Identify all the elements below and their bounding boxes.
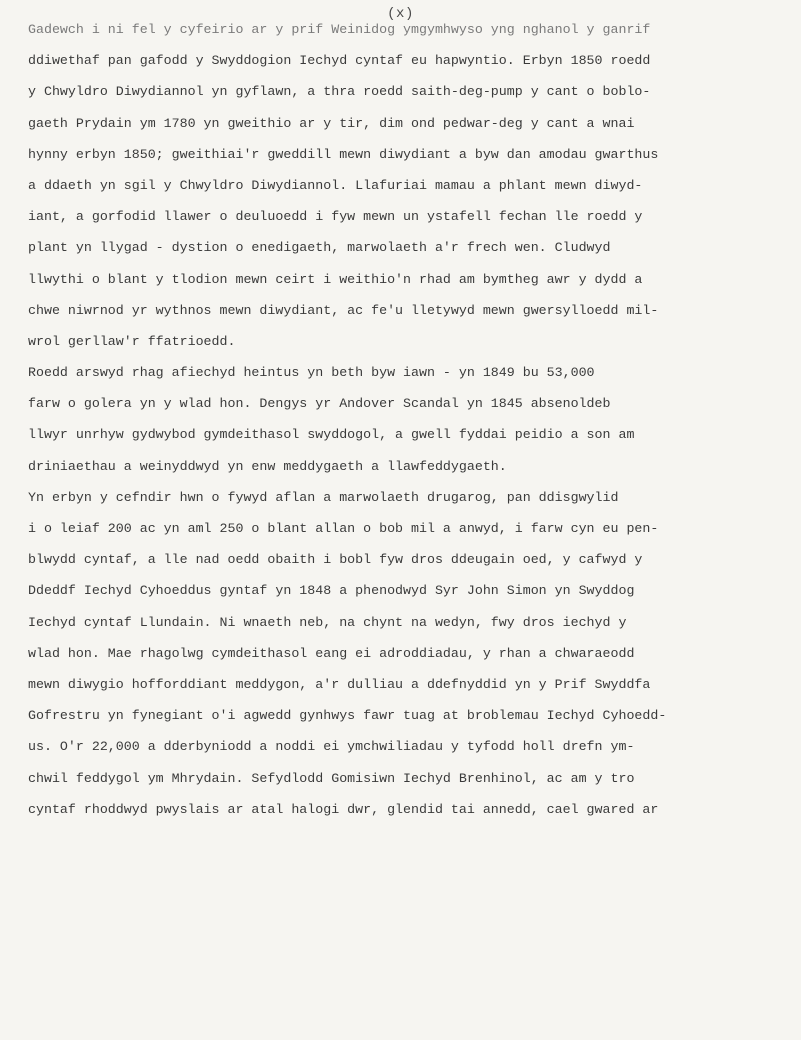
text-line: cyntaf rhoddwyd pwyslais ar atal halogi dwr, glendid tai annedd, cael gwared ar [28,801,659,817]
body-text [28,14,788,825]
text-line: driniaethau a weinyddwyd yn enw meddygaeth a llawfeddygaeth. [28,458,507,474]
text-line: Ddeddf Iechyd Cyhoeddus gyntaf yn 1848 a phenodwyd Syr John Simon yn Swyddog [28,583,635,599]
text-line: mewn diwygio hofforddiant meddygon, a'r dulliau a ddefnyddid yn y Prif Swyddfa [28,676,651,692]
text-line: plant yn llygad - dystion o enedigaeth, marwolaeth a'r frech wen. Cludwyd [28,240,611,256]
text-line: wrol gerllaw'r ffatrioedd. [28,333,236,349]
text-line: chwe niwrnod yr wythnos mewn diwydiant, ac fe'u lletywyd mewn gwersylloedd mil- [28,302,659,318]
text-line: iant, a gorfodid llawer o deuluoedd i fyw mewn un ystafell fechan lle roedd y [28,209,643,225]
text-line: llwyr unrhyw gydwybod gymdeithasol swyddogol, a gwell fyddai peidio a son am [28,427,635,443]
text-line: blwydd cyntaf, a lle nad oedd obaith i bobl fyw dros ddeugain oed, y cafwyd y [28,552,643,568]
text-line: gaeth Prydain ym 1780 yn gweithio ar y tir, dim ond pedwar-deg y cant a wnai [28,115,635,131]
text-line: a ddaeth yn sgil y Chwyldro Diwydiannol. Llafuriai mamau a phlant mewn diwyd- [28,177,643,193]
text-line: wlad hon. Mae rhagolwg cymdeithasol eang ei adroddiadau, y rhan a chwaraeodd [28,645,635,661]
text-line: ddiwethaf pan gafodd y Swyddogion Iechyd cyntaf eu hapwyntio. Erbyn 1850 roedd [28,53,651,69]
text-line: llwythi o blant y tlodion mewn ceirt i weithio'n rhad am bymtheg awr y dydd a [28,271,643,287]
page-number: (x) [387,6,414,22]
text-line: y Chwyldro Diwydiannol yn gyflawn, a thra roedd saith-deg-pump y cant o boblo- [28,84,651,100]
text-line: Roedd arswyd rhag afiechyd heintus yn beth byw iawn - yn 1849 bu 53,000 [28,365,595,381]
text-line: Gofrestru yn fynegiant o'i agwedd gynhwys fawr tuag at broblemau Iechyd Cyhoedd- [28,708,667,724]
text-line: chwil feddygol ym Mhrydain. Sefydlodd Gomisiwn Iechyd Brenhinol, ac am y tro [28,770,635,786]
text-line: us. O'r 22,000 a dderbyniodd a noddi ei ymchwiliadau y tyfodd holl drefn ym- [28,739,635,755]
text-line: hynny erbyn 1850; gweithiai'r gweddill mewn diwydiant a byw dan amodau gwarthus [28,146,659,162]
text-line: farw o golera yn y wlad hon. Dengys yr Andover Scandal yn 1845 absenoldeb [28,396,611,412]
text-line: Iechyd cyntaf Llundain. Ni wnaeth neb, na chynt na wedyn, fwy dros iechyd y [28,614,627,630]
text-line: Gadewch i ni fel y cyfeirio ar y prif Weinidog ymgymhwyso yng nghanol y ganrif [28,22,651,37]
text-line: Yn erbyn y cefndir hwn o fywyd aflan a marwolaeth drugarog, pan ddisgwylid [28,489,619,505]
text-line: i o leiaf 200 ac yn aml 250 o blant allan o bob mil a anwyd, i farw cyn eu pen- [28,521,659,536]
